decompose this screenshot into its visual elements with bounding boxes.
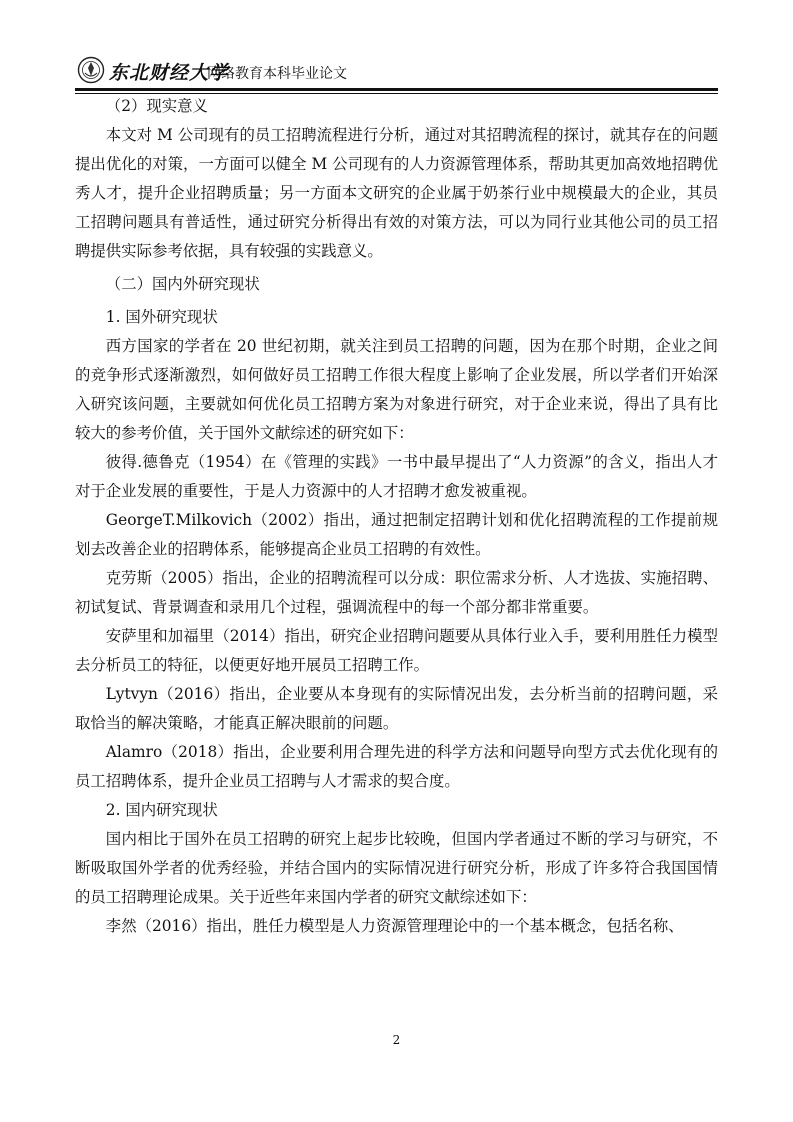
- page-body: [75, 92, 718, 941]
- paragraph-liran: 李然（2016）指出，胜任力模型是人力资源管理理论中的一个基本概念，包括名称、: [105, 917, 684, 935]
- header-rule-thick: [75, 88, 718, 91]
- page-header: [75, 50, 718, 94]
- paragraph-kefangsi: 克劳斯（2005）指出，企业的招聘流程可以分成：职位需求分析、人才选拔、实施招聘、初试复试、背景调查和录用几个过程，强调流程中的每一个部分都非常重要。: [75, 569, 718, 616]
- paragraph-domestic-intro: 国内相比于国外在员工招聘的研究上起步比较晚，但国内学者通过不断的学习与研究，不断吸取国外学者的优秀经验，并结合国内的实际情况进行研究分析，形成了许多符合我国国情的员工招聘理论成果。关于近些年来国内学者的研究文献综述如下：: [75, 830, 718, 906]
- paragraph-lytvyn: Lytvyn（2016）指出，企业要从本身现有的实际情况出发，去分析当前的招聘问题，采取恰当的解决策略，才能真正解决眼前的问题。: [75, 685, 718, 732]
- paragraph-ansali: 安萨里和加福里（2014）指出，研究企业招聘问题要从具体行业入手，要利用胜任力模型去分析员工的特征，以便更好地开展员工招聘工作。: [75, 627, 718, 674]
- header-subtitle: 网络教育本科毕业论文: [207, 66, 347, 82]
- paragraph-alamro: Alamro（2018）指出，企业要利用合理先进的科学方法和问题导向型方式去优化现有的员工招聘体系，提升企业员工招聘与人才需求的契合度。: [75, 743, 718, 790]
- paragraph-drucker: 彼得.德鲁克（1954）在《管理的实践》一书中最早提出了“人力资源”的含义，指出人才对于企业发展的重要性，于是人力资源中的人才招聘才愈发被重视。: [75, 453, 718, 500]
- heading-research-status: （二）国内外研究现状: [105, 275, 260, 293]
- heading-practical-significance: （2）现实意义: [105, 97, 208, 115]
- paragraph-milkovich: GeorgeT.Milkovich（2002）指出，通过把制定招聘计划和优化招聘流程的工作提前规划去改善企业的招聘体系，能够提高企业员工招聘的有效性。: [75, 511, 718, 558]
- university-seal-icon: [77, 56, 105, 84]
- page-number: 2: [392, 1033, 401, 1047]
- heading-domestic-research: 2. 国内研究现状: [105, 801, 218, 819]
- university-name: 东北财经大学: [109, 62, 230, 84]
- paragraph-practical-significance: 本文对 M 公司现有的员工招聘流程进行分析，通过对其招聘流程的探讨，就其存在的问题提出优化的对策，一方面可以健全 M 公司现有的人力资源管理体系，帮助其更加高效地招聘优秀人才，提升企业招聘质量；另一方面本文研究的企业属于奶茶行业中规模最大的企业，其员工招聘问题具有普适性，通过研究分析得出有效的对策方法，可以为同行业其他公司的员工招聘提供实际参考依据，具有较强的实践意义。: [75, 126, 718, 260]
- paragraph-foreign-intro: 西方国家的学者在 20 世纪初期，就关注到员工招聘的问题，因为在那个时期，企业之间的竞争形式逐渐激烈，如何做好员工招聘工作很大程度上影响了企业发展，所以学者们开始深入研究该问题，主要就如何优化员工招聘方案为对象进行研究，对于企业来说，得出了具有比较大的参考价值，关于国外文献综述的研究如下：: [75, 337, 718, 442]
- heading-foreign-research: 1. 国外研究现状: [105, 308, 218, 326]
